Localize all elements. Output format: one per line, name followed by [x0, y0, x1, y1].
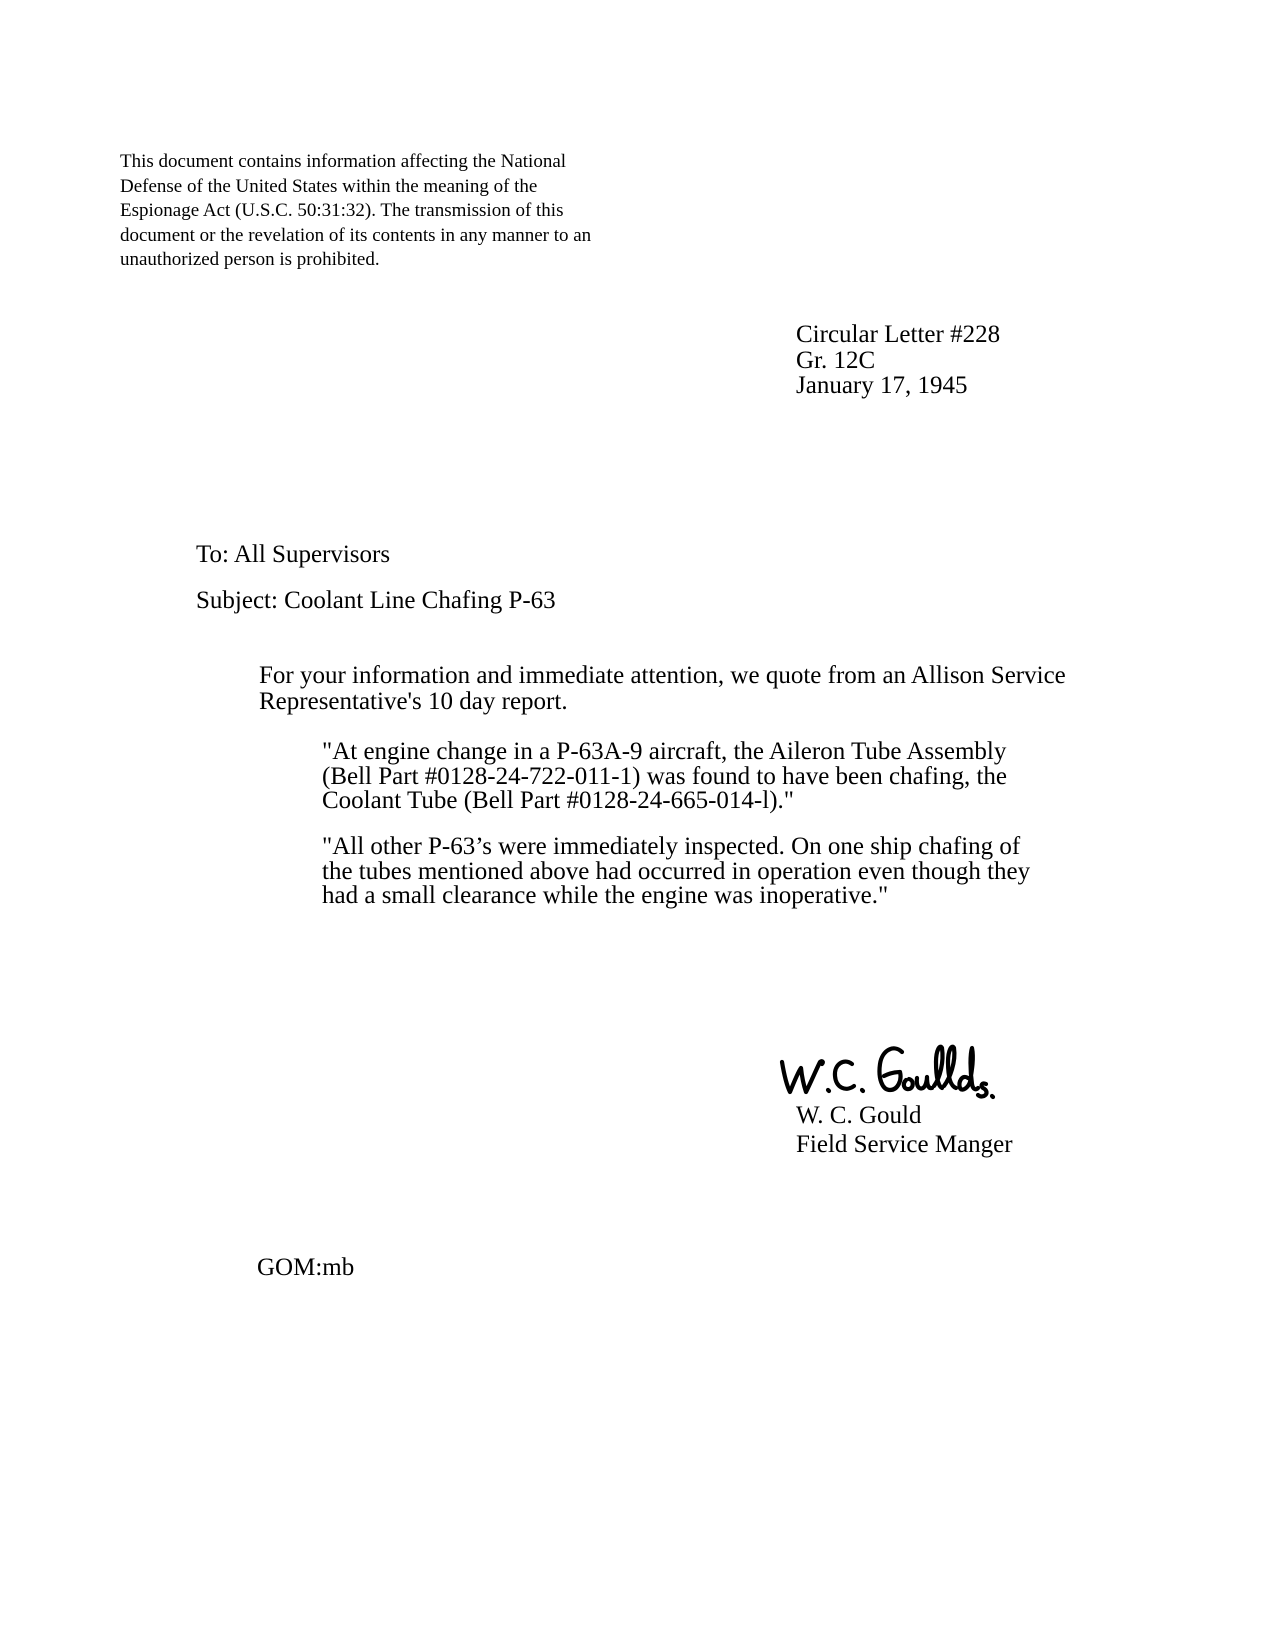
- quote-line: (Bell Part #0128-24-722-011-1) was found to have been chafing, the: [322, 762, 1007, 790]
- quote-line: the tubes mentioned above had occurred in operation even though they: [322, 857, 1031, 885]
- letter-date: January 17, 1945: [796, 372, 968, 399]
- intro-line: Representative's 10 day report.: [259, 688, 568, 715]
- quote-line: "At engine change in a P-63A-9 aircraft, the Aileron Tube Assembly: [322, 738, 1007, 765]
- quote-line: "All other P-63’s were immediately inspected. On one ship chafing of: [322, 833, 1021, 860]
- letter-group: Gr. 12C: [796, 346, 876, 374]
- signer-title: Field Service Manger: [796, 1131, 1013, 1158]
- security-notice: [120, 150, 640, 273]
- intro-line: For your information and immediate attention, we quote from an Allison Service: [259, 662, 1066, 689]
- notice-line: document or the revelation of its contents in any manner to an: [120, 224, 592, 246]
- quote-line: Coolant Tube (Bell Part #0128-24-665-014-l).": [322, 787, 794, 814]
- quote-paragraph-2: [322, 835, 1062, 909]
- notice-line: unauthorized person is prohibited.: [120, 249, 380, 270]
- notice-line: Espionage Act (U.S.C. 50:31:32). The transmission of this: [120, 200, 564, 221]
- notice-line: This document contains information affecting the National: [120, 151, 567, 172]
- letter-number: Circular Letter #228: [796, 321, 1001, 348]
- typist-initials: GOM:mb: [257, 1254, 355, 1281]
- subject-line: Subject: Coolant Line Chafing P-63: [196, 587, 556, 614]
- notice-line: Defense of the United States within the meaning of the: [120, 175, 538, 197]
- intro-paragraph: [259, 663, 1119, 715]
- signer-name: W. C. Gould: [796, 1102, 922, 1129]
- quote-paragraph-1: [322, 740, 1062, 814]
- quote-line: had a small clearance while the engine was inoperative.": [322, 882, 889, 909]
- to-line: To: All Supervisors: [196, 541, 391, 568]
- handwritten-signature: [778, 1040, 998, 1106]
- letter-header: [796, 322, 1000, 399]
